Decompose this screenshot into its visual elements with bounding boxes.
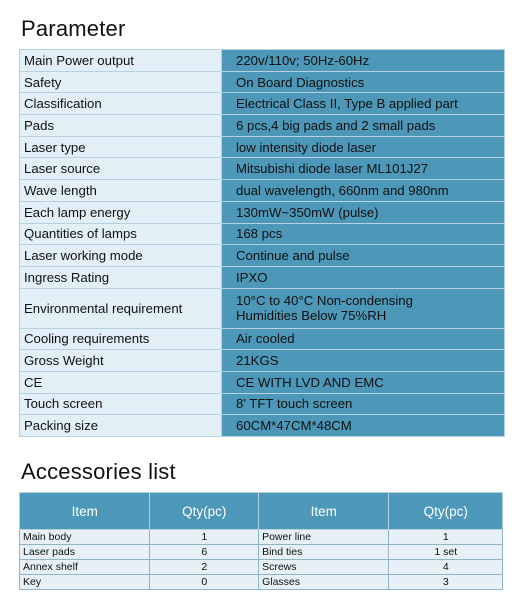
accessory-item: Power line [259, 530, 389, 545]
param-key: Laser source [20, 158, 222, 180]
param-value: 60CM*47CM*48CM [222, 415, 505, 437]
param-value: On Board Diagnostics [222, 71, 505, 93]
table-row [20, 223, 505, 245]
table-row [20, 288, 505, 328]
table-row [20, 245, 505, 267]
accessory-qty: 1 [150, 530, 259, 545]
accessory-qty: 3 [389, 575, 503, 590]
param-value: 6 pcs,4 big pads and 2 small pads [222, 115, 505, 137]
accessory-item: Annex shelf [20, 560, 150, 575]
param-key: Packing size [20, 415, 222, 437]
table-row [20, 158, 505, 180]
accessory-item: Bind ties [259, 545, 389, 560]
param-key: Ingress Rating [20, 266, 222, 288]
table-row [20, 115, 505, 137]
table-row [20, 371, 505, 393]
accessory-qty: 0 [150, 575, 259, 590]
accessory-item: Laser pads [20, 545, 150, 560]
param-value: Electrical Class II, Type B applied part [222, 93, 505, 115]
table-row [20, 545, 503, 560]
param-key: Pads [20, 115, 222, 137]
param-value: 168 pcs [222, 223, 505, 245]
accessory-qty: 6 [150, 545, 259, 560]
column-header-item: Item [259, 493, 389, 530]
table-row [20, 350, 505, 372]
param-key: Touch screen [20, 393, 222, 415]
param-key: Environmental requirement [20, 288, 222, 328]
accessory-qty: 1 [389, 530, 503, 545]
param-value: low intensity diode laser [222, 136, 505, 158]
table-row [20, 71, 505, 93]
param-key: Wave length [20, 180, 222, 202]
param-value-line: 10°C to 40°C Non-condensing [236, 293, 413, 309]
table-row [20, 530, 503, 545]
parameter-table [19, 49, 505, 437]
param-value: 220v/110v; 50Hz-60Hz [222, 50, 505, 72]
param-key: Main Power output [20, 50, 222, 72]
param-key: Laser type [20, 136, 222, 158]
column-header-qty: Qty(pc) [150, 493, 259, 530]
param-key: Gross Weight [20, 350, 222, 372]
param-key: CE [20, 371, 222, 393]
column-header-item: Item [20, 493, 150, 530]
table-row [20, 201, 505, 223]
accessories-heading: Accessories list [21, 459, 176, 484]
table-row [20, 575, 503, 590]
param-key: Each lamp energy [20, 201, 222, 223]
param-value: CE WITH LVD AND EMC [222, 371, 505, 393]
accessory-qty: 4 [389, 560, 503, 575]
param-key: Quantities of lamps [20, 223, 222, 245]
table-row [20, 93, 505, 115]
accessory-item: Main body [20, 530, 150, 545]
param-value: Continue and pulse [222, 245, 505, 267]
param-value: IPXO [222, 266, 505, 288]
table-row [20, 560, 503, 575]
param-value: dual wavelength, 660nm and 980nm [222, 180, 505, 202]
param-key: Classification [20, 93, 222, 115]
accessory-item: Glasses [259, 575, 389, 590]
param-value: Mitsubishi diode laser ML101J27 [222, 158, 505, 180]
param-value [222, 288, 505, 328]
table-header-row [20, 493, 503, 530]
accessory-item: Key [20, 575, 150, 590]
accessory-item: Screws [259, 560, 389, 575]
param-value: 8' TFT touch screen [222, 393, 505, 415]
table-row [20, 136, 505, 158]
table-row [20, 393, 505, 415]
param-value-line: Humidities Below 75%RH [236, 308, 387, 324]
param-key: Cooling requirements [20, 328, 222, 350]
accessory-qty: 2 [150, 560, 259, 575]
table-row [20, 415, 505, 437]
table-row [20, 328, 505, 350]
param-value: Air cooled [222, 328, 505, 350]
column-header-qty: Qty(pc) [389, 493, 503, 530]
parameter-heading: Parameter [21, 16, 126, 41]
table-row [20, 180, 505, 202]
param-key: Safety [20, 71, 222, 93]
param-value: 21KGS [222, 350, 505, 372]
table-row [20, 266, 505, 288]
param-key: Laser working mode [20, 245, 222, 267]
param-value: 130mW~350mW (pulse) [222, 201, 505, 223]
table-row [20, 50, 505, 72]
accessories-table [19, 492, 503, 590]
accessory-qty: 1 set [389, 545, 503, 560]
